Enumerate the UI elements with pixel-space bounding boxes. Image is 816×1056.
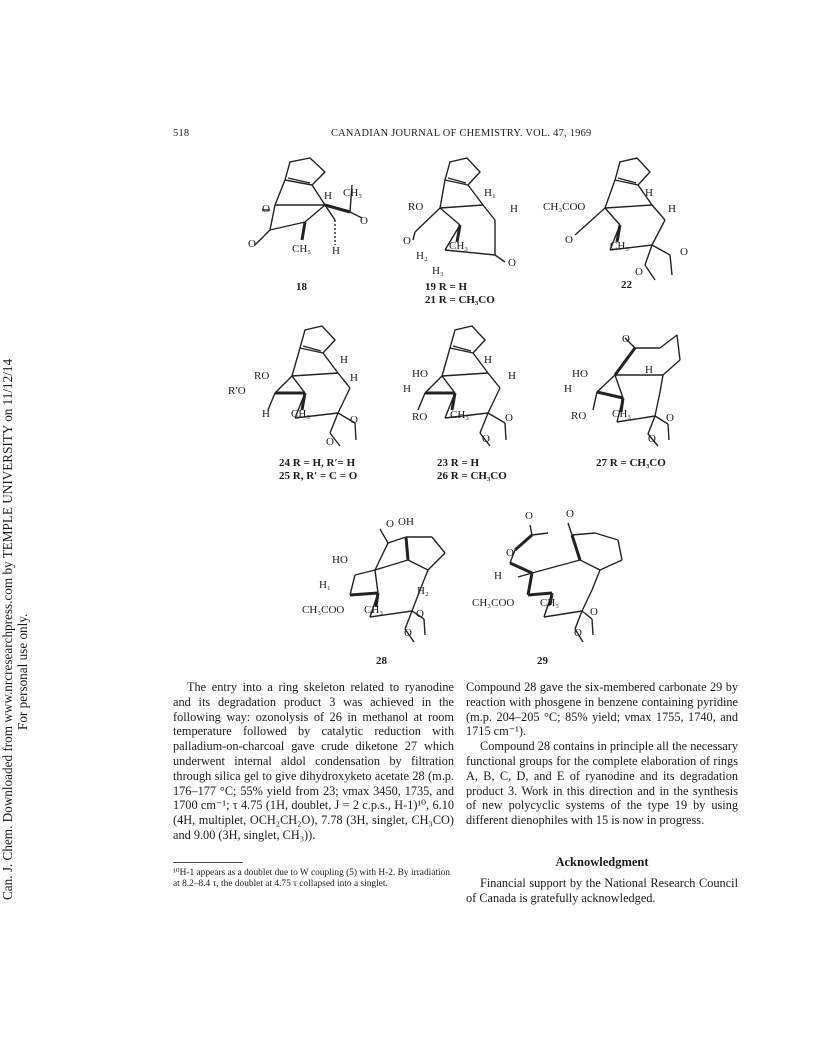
structure-27-label-2: H xyxy=(564,383,572,395)
structure-23-drawing xyxy=(400,318,535,458)
structure-23-caption-text: 23 R = H xyxy=(437,457,480,469)
structure-23-label-7: O xyxy=(482,433,490,445)
right-paragraph-2: Compound 28 contains in principle all the necessary functional groups for the complete elaboration of rings A, B, C, D, and E of ryanodine and its degradation product 3. Work in this direction and in the synthesis of new polycyclic systems of the type 19 by using different dienophiles with 15 is now in progress. xyxy=(466,739,738,828)
structure-28-drawing xyxy=(320,515,460,655)
left-column xyxy=(173,680,454,843)
structure-19-label-5: H₂ xyxy=(416,250,428,262)
structure-23-label-4: H xyxy=(508,370,516,382)
structure-29-label-0: O xyxy=(525,510,533,522)
structure-28-label-5: CH₃COO xyxy=(302,604,345,616)
structure-19-label-7: O xyxy=(508,257,516,269)
structure-25-caption-text: 25 R, R′ = C = O xyxy=(279,470,358,482)
structure-27-label-3: RO xyxy=(571,410,587,422)
structure-23-label-0: HO xyxy=(412,368,428,380)
structure-29-label-2: O xyxy=(506,547,514,559)
right-paragraph-1: Compound 28 gave the six-membered carbonate 29 by reaction with phosgene in benzene containing pyridine (m.p. 204–205 °C; 85% yield; νmax 1755, 1740, and 1715 cm⁻¹). xyxy=(466,680,738,739)
structure-22-label-4: CH₃ xyxy=(610,240,630,252)
structure-22-label-5: O xyxy=(680,246,688,258)
structure-24-label-5: CH₃ xyxy=(291,408,311,420)
structure-19-label-1: H₁ xyxy=(484,187,496,199)
structure-29-label-4: CH₃COO xyxy=(472,597,515,609)
structure-23-label-5: CH₃ xyxy=(450,409,470,421)
structure-29-label-6: O xyxy=(590,606,598,618)
structure-24-drawing xyxy=(250,318,385,458)
structure-24-caption-text: 24 R = H, R′= H xyxy=(279,457,356,469)
structure-28-label-4: H₂ xyxy=(417,585,429,597)
structure-18-label-4: O xyxy=(360,215,368,227)
structure-24-label-7: O xyxy=(326,436,334,448)
structure-19-label-0: RO xyxy=(408,201,424,213)
structure-27-label-5: CH₃ xyxy=(612,408,632,420)
structure-22-number: 22 xyxy=(621,279,632,291)
download-notice-line1: Can. J. Chem. Downloaded from www.nrcresearchpress.com by TEMPLE UNIVERSITY on 11/12/14 xyxy=(0,358,15,900)
structure-18-label-2: O xyxy=(262,203,270,215)
structure-28-number: 28 xyxy=(376,655,387,667)
structure-24-label-4: H xyxy=(350,372,358,384)
structure-29-label-1: O xyxy=(566,508,574,520)
structure-27-caption xyxy=(596,457,666,469)
left-paragraph-1: The entry into a ring skeleton related to ryanodine and its degradation product 3 was achieved in the following way: ozonolysis of 26 in methanol at room temperature followed by catalytic reduction with palladium-on-charcoal gave crude diketone 27 which underwent internal aldol condensation by filtration through silica gel to give dihydroxyketo acetate 28 (m.p. 176–177 °C; 55% yield from 23; νmax 3450, 1735, and 1700 cm⁻¹; τ 4.75 (1H, doublet, J = 2 c.p.s., H-1)¹⁰, 6.10 (4H, multiplet, OCH₂CH₂O), 7.78 (3H, singlet, CH₃CO) and 9.00 (3H, singlet, CH₃)). xyxy=(173,680,454,842)
structure-24-caption xyxy=(279,457,355,469)
structure-25-caption xyxy=(279,470,357,482)
structure-23-label-6: O xyxy=(505,412,513,424)
structure-19-caption-1 xyxy=(425,281,467,293)
structure-24-label-3: H xyxy=(340,354,348,366)
structure-19-label-4: CH₃ xyxy=(449,240,469,252)
structure-27-label-4: H xyxy=(645,364,653,376)
structure-22-label-6: O xyxy=(635,266,643,278)
structure-19-caption-1-text: 19 R = H xyxy=(425,281,468,293)
structure-26-caption xyxy=(437,470,507,482)
page-number: 518 xyxy=(173,128,190,139)
structure-22-label-1: H xyxy=(645,187,653,199)
structure-23-caption xyxy=(437,457,479,469)
structure-18-label-5: CH₃ xyxy=(292,243,312,255)
structure-27-label-0: O xyxy=(622,333,630,345)
acknowledgment-body xyxy=(466,876,738,906)
structure-28-label-1: OH xyxy=(398,516,414,528)
structure-28-label-7: O xyxy=(416,608,424,620)
acknowledgment-text: Financial support by the National Research Council of Canada is gratefully acknowledged. xyxy=(466,876,738,905)
structure-28-label-0: O xyxy=(386,518,394,530)
structure-28-label-3: H₁ xyxy=(319,579,331,591)
structure-28-label-6: CH₃ xyxy=(364,604,384,616)
structure-18-label-0: H xyxy=(324,190,332,202)
structure-24-label-6: O xyxy=(350,414,358,426)
structure-23-label-3: H xyxy=(484,354,492,366)
structure-29-label-7: O xyxy=(574,627,582,639)
structure-22-drawing xyxy=(560,150,700,285)
structure-26-caption-text: 26 R = CH₃CO xyxy=(437,470,507,482)
structure-21-caption xyxy=(425,294,495,306)
structure-18-label-6: H xyxy=(332,245,340,257)
structure-23-label-2: RO xyxy=(412,411,428,423)
structure-18-number: 18 xyxy=(296,281,307,293)
structure-28-label-2: HO xyxy=(332,554,348,566)
footnote-rule xyxy=(173,862,243,863)
structure-27-label-7: O xyxy=(648,433,656,445)
running-head: CANADIAN JOURNAL OF CHEMISTRY. VOL. 47, 1969 xyxy=(331,128,592,139)
acknowledgment-heading: Acknowledgment xyxy=(555,855,649,869)
structure-19-label-3: O xyxy=(403,235,411,247)
structure-18-label-3: O xyxy=(248,238,256,250)
structure-18-label-1: CH₃ xyxy=(343,187,363,199)
download-notice-line2: For personal use only. xyxy=(15,613,30,730)
structure-23-label-1: H xyxy=(403,383,411,395)
structure-27-label-6: O xyxy=(666,412,674,424)
structure-28-label-8: O xyxy=(404,627,412,639)
structure-29-label-3: H xyxy=(494,570,502,582)
structure-24-label-0: RO xyxy=(254,370,270,382)
structure-24-label-2: H xyxy=(262,408,270,420)
structure-29-label-5: CH₃ xyxy=(540,597,560,609)
footnote: ¹⁰H-1 appears as a doublet due to W coupling (5) with H-2. By irradiation at 8.2–8.4 τ, the doublet at 4.75 τ collapsed into a singlet. xyxy=(173,868,450,890)
structure-27-label-1: HO xyxy=(572,368,588,380)
structure-22-label-2: H xyxy=(668,203,676,215)
structure-24-label-1: R′O xyxy=(228,385,246,397)
structure-19-label-2: H xyxy=(510,203,518,215)
structure-27-caption-text: 27 R = CH₃CO xyxy=(596,457,666,469)
structure-19-label-6: H₃ xyxy=(432,265,444,277)
right-column xyxy=(466,680,738,828)
structure-22-label-0: CH₃COO xyxy=(543,201,586,213)
structure-21-caption-text: 21 R = CH₃CO xyxy=(425,294,495,306)
structure-22-label-3: O xyxy=(565,234,573,246)
structure-29-drawing xyxy=(480,505,645,655)
structure-29-number: 29 xyxy=(537,655,548,667)
